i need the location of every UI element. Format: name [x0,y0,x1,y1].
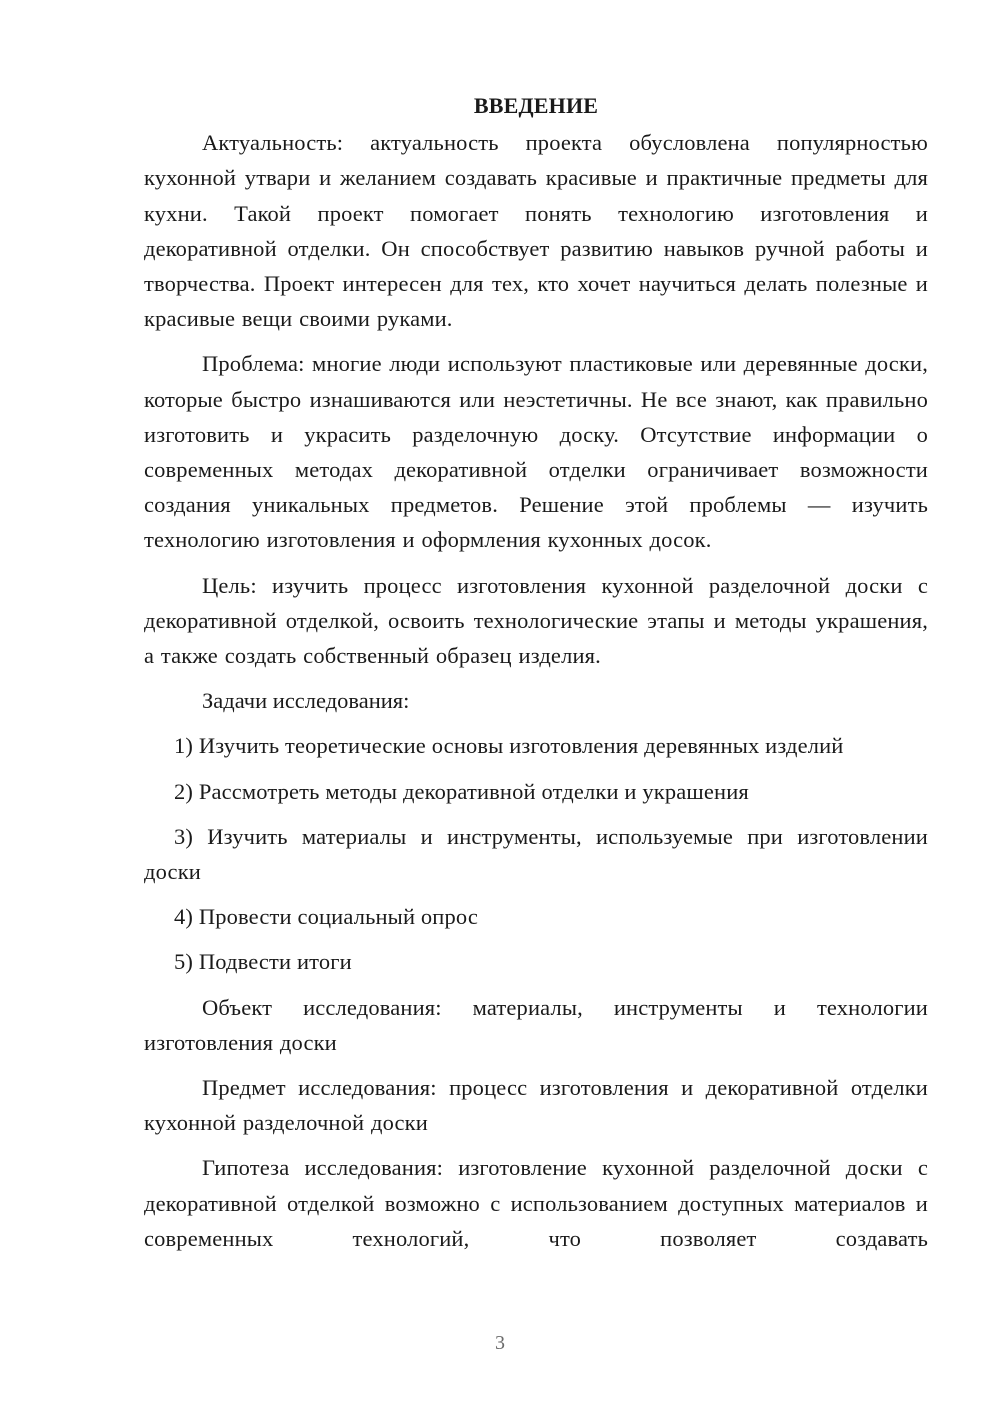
paragraph-subject: Предмет исследования: процесс изготовления и декоративной отделки кухонной разделочной доски [144,1075,928,1136]
task-item-1: 1) Изучить теоретические основы изготовления деревянных изделий [174,733,844,759]
paragraph-problem: Проблема: многие люди используют пластиковые или деревянные доски, которые быстро изнашиваются или неэстетичны. Не все знают, как правильно изготовить и украсить разделочную доску. Отсутствие информации о современных методах декоративной отделки ограничивает возможности создания уникальных предметов. Решение этой проблемы — изучить технологию изготовления и оформления кухонных досок. [144,351,928,553]
page-number: 3 [495,1332,505,1354]
section-heading: ВВЕДЕНИЕ [473,93,599,118]
task-item-5: 5) Подвести итоги [174,949,352,975]
task-item-3: 3) Изучить материалы и инструменты, используемые при изготовлении доски [144,823,928,885]
paragraph-goal: Цель: изучить процесс изготовления кухонной разделочной доски с декоративной отделкой, освоить технологические этапы и методы украшения, а также создать собственный образец изделия. [144,572,928,669]
paragraph-object: Объект исследования: материалы, инструменты и технологии изготовления доски [144,994,928,1055]
document-page [144,88,928,1256]
paragraph-relevance: Актуальность: актуальность проекта обусловлена популярностью кухонной утвари и желанием создавать красивые и практичные предметы для кухни. Такой проект помогает понять технологию изготовления и декоративной отделки. Он способствует развитию навыков ручной работы и творчества. Проект интересен для тех, кто хочет научиться делать полезные и красивые вещи своими руками. [144,130,928,332]
paragraph-hypothesis: Гипотеза исследования: изготовление кухонной разделочной доски с декоративной отделкой возможно с использованием доступных материалов и современных технологий, что позволяет создавать [144,1155,928,1251]
tasks-title: Задачи исследования: [202,688,410,714]
task-item-4: 4) Провести социальный опрос [174,904,478,930]
task-item-2: 2) Рассмотреть методы декоративной отделки и украшения [174,778,749,804]
